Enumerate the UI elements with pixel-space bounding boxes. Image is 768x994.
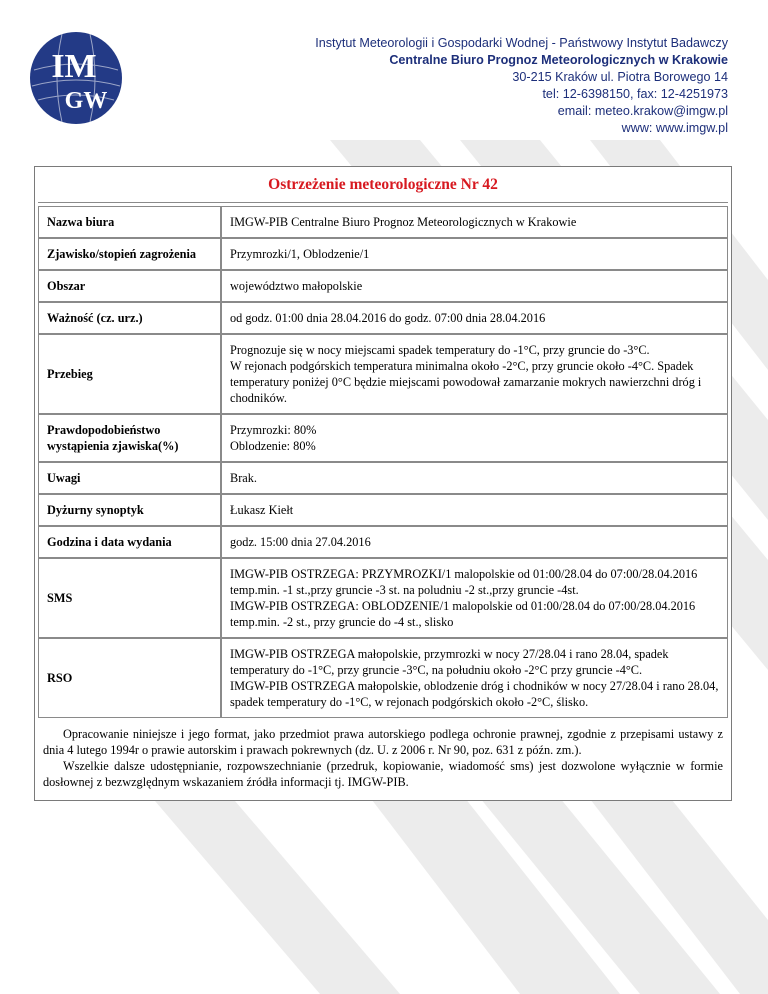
table-row	[38, 638, 728, 718]
copyright-notice	[35, 718, 731, 800]
row-label: Obszar	[38, 270, 221, 302]
table-row	[38, 494, 728, 526]
table-row	[38, 526, 728, 558]
organization-header	[315, 35, 728, 137]
table-row	[38, 270, 728, 302]
row-value-line: godz. 15:00 dnia 27.04.2016	[230, 535, 371, 549]
table-row	[38, 334, 728, 414]
row-label: Ważność (cz. urz.)	[38, 302, 221, 334]
redistribution-paragraph: Wszelkie dalsze udostępnianie, rozpowszechnianie (przedruk, kopiowanie, wiadomość sms) jest dozwolone wyłącznie w formie dosłownej z bezwzględnym wskazaniem źródła informacji tj. IMGW-PIB.	[43, 759, 723, 789]
row-value-line: Oblodzenie: 80%	[230, 439, 316, 453]
row-value-line: Brak.	[230, 471, 257, 485]
logo-text-top: IM	[51, 48, 97, 85]
row-label: Godzina i data wydania	[38, 526, 221, 558]
row-value	[221, 302, 728, 334]
row-value	[221, 238, 728, 270]
table-row	[38, 238, 728, 270]
copyright-paragraph: Opracowanie niniejsze i jego format, jako przedmiot prawa autorskiego podlega ochronie prawnej, zgodnie z przepisami ustawy z dnia 4 lutego 1994r o prawie autorskim i prawach pokrewnych (dz. U. z 2006 r. Nr 90, poz. 631 z późn. zm.).	[43, 727, 723, 757]
row-value-line: IMGW-PIB Centralne Biuro Prognoz Meteorologicznych w Krakowie	[230, 215, 577, 229]
row-value-line: IMGW-PIB OSTRZEGA małopolskie, przymrozki w nocy 27/28.04 i rano 28.04, spadek temperatury do -1°C, przy gruncie -3°C, na południu około -2°C przy gruncie -4°C.	[230, 647, 669, 677]
row-value	[221, 526, 728, 558]
row-value-line: województwo małopolskie	[230, 279, 363, 293]
warning-title: Ostrzeżenie meteorologiczne Nr 42	[38, 167, 728, 203]
row-value	[221, 206, 728, 238]
row-value-line: Przymrozki/1, Oblodzenie/1	[230, 247, 370, 261]
warning-document	[34, 166, 732, 801]
row-label: SMS	[38, 558, 221, 638]
row-value-line: Przymrozki: 80%	[230, 423, 317, 437]
row-label: Zjawisko/stopień zagrożenia	[38, 238, 221, 270]
row-value-line: Łukasz Kiełt	[230, 503, 294, 517]
org-address: 30-215 Kraków ul. Piotra Borowego 14	[512, 70, 728, 84]
table-row	[38, 206, 728, 238]
row-value	[221, 638, 728, 718]
imgw-logo	[28, 30, 124, 126]
table-row	[38, 302, 728, 334]
row-value	[221, 494, 728, 526]
warning-table	[38, 206, 728, 718]
org-phone: tel: 12-6398150, fax: 12-4251973	[542, 87, 728, 101]
row-label: Dyżurny synoptyk	[38, 494, 221, 526]
row-value	[221, 558, 728, 638]
row-value	[221, 270, 728, 302]
row-value-line: od godz. 01:00 dnia 28.04.2016 do godz. 07:00 dnia 28.04.2016	[230, 311, 546, 325]
row-value-line: IMGW-PIB OSTRZEGA małopolskie, oblodzenie dróg i chodników w nocy 27/28.04 i rano 28.04, spadek temperatury do -1°C, w rejonach podgórskich około -2°C, ślisko.	[230, 679, 719, 709]
table-row	[38, 558, 728, 638]
row-value	[221, 462, 728, 494]
row-label: Prawdopodobieństwo wystąpienia zjawiska(%)	[38, 414, 221, 462]
org-email[interactable]: email: meteo.krakow@imgw.pl	[557, 104, 728, 118]
row-label: Uwagi	[38, 462, 221, 494]
row-value-line: W rejonach podgórskich temperatura minimalna około -2°C, przy gruncie około -4°C. Spadek temperatury poniżej 0°C będzie miejscami powodował zamarzanie mokrych nawierzchni dróg i chodników.	[230, 359, 702, 405]
table-row	[38, 462, 728, 494]
row-label: RSO	[38, 638, 221, 718]
org-name: Instytut Meteorologii i Gospodarki Wodnej - Państwowy Instytut Badawczy	[315, 36, 728, 50]
row-value-line: IMGW-PIB OSTRZEGA: OBLODZENIE/1 malopolskie od 01:00/28.04 do 07:00/28.04.2016 temp.min. -2 st., przy gruncie do -4 st., slisko	[230, 599, 696, 629]
bureau-name: Centralne Biuro Prognoz Meteorologicznych w Krakowie	[389, 53, 728, 67]
row-label: Przebieg	[38, 334, 221, 414]
table-row	[38, 414, 728, 462]
row-value-line: IMGW-PIB OSTRZEGA: PRZYMROZKI/1 malopolskie od 01:00/28.04 do 07:00/28.04.2016 temp.min. -1 st.,przy gruncie -3 st. na poludniu -2 st.,przy gruncie -4st.	[230, 567, 698, 597]
row-value	[221, 414, 728, 462]
org-website[interactable]: www: www.imgw.pl	[621, 121, 728, 135]
logo-text-bottom: GW	[64, 88, 108, 114]
row-value	[221, 334, 728, 414]
row-value-line: Prognozuje się w nocy miejscami spadek temperatury do -1°C, przy gruncie do -3°C.	[230, 343, 650, 357]
row-label: Nazwa biura	[38, 206, 221, 238]
